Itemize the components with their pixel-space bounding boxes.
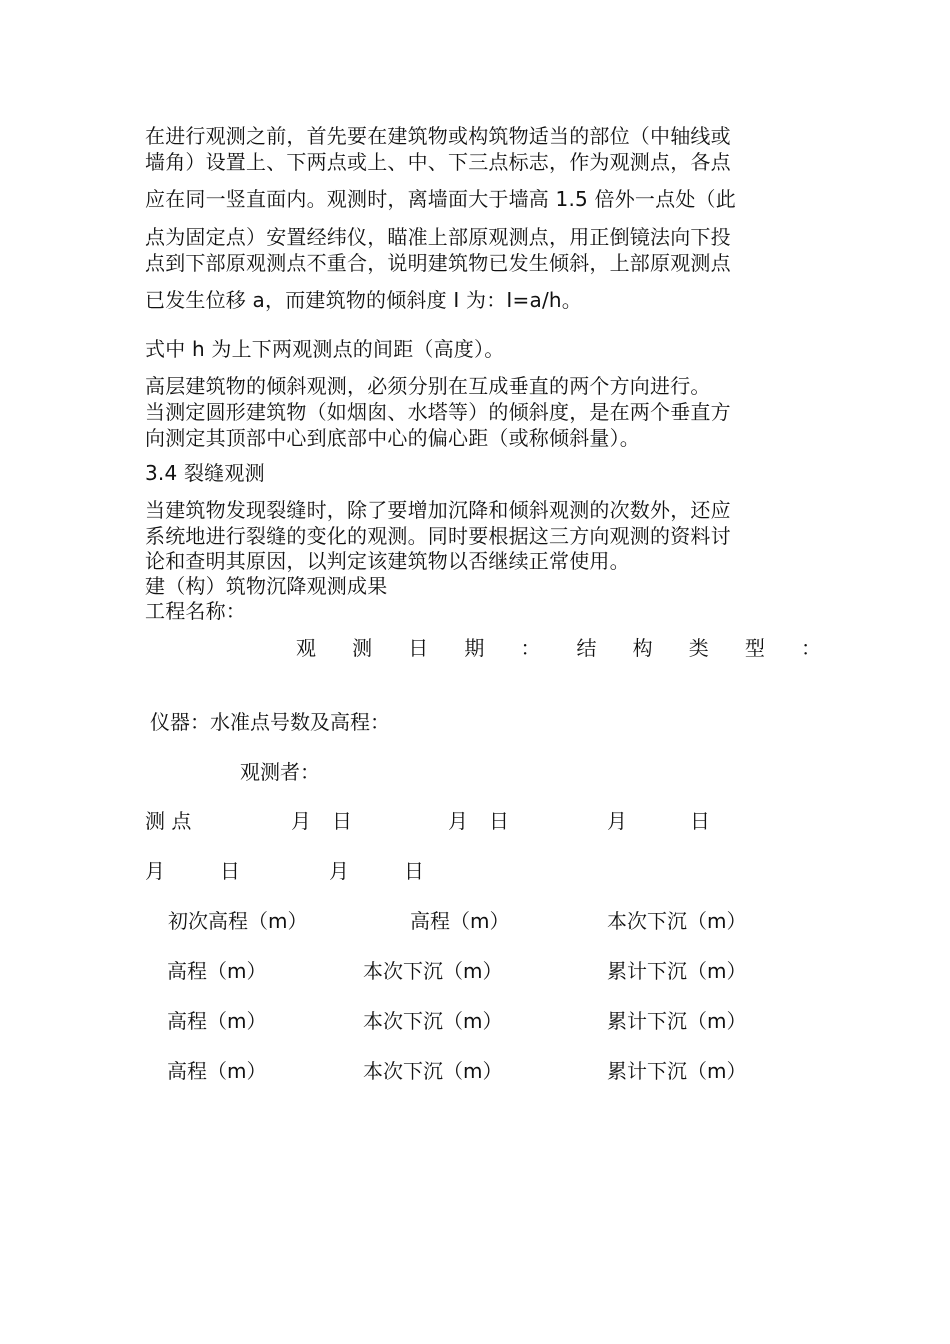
label-char: 期	[464, 636, 485, 660]
paragraph-line: 当测定圆形建筑物（如烟囱、水塔等）的倾斜度，是在两个垂直方	[145, 400, 731, 424]
paragraph-line: 向测定其顶部中心到底部中心的偏心距（或称倾斜量）。	[145, 426, 640, 450]
point-header: 测 点	[145, 809, 192, 833]
month-header: 月	[607, 809, 627, 833]
paragraph-line: 点为固定点）安置经纬仪，瞄准上部原观测点，用正倒镜法向下投	[145, 225, 731, 249]
label-char: 结	[576, 636, 597, 660]
observer-label: 观测者：	[240, 760, 320, 784]
date-structure-label-row	[296, 635, 821, 661]
total-settlement-header: 累计下沉（m）	[607, 1059, 747, 1083]
label-char: 测	[352, 636, 373, 660]
paragraph-line: 式中 h 为上下两观测点的间距（高度）。	[145, 337, 505, 361]
table-title: 建（构）筑物沉降观测成果	[145, 574, 388, 598]
month-header: 月	[145, 859, 165, 883]
elevation-header: 高程（m）	[167, 1009, 267, 1033]
month-header: 月	[329, 859, 349, 883]
project-name-label: 工程名称：	[145, 599, 246, 623]
paragraph-line: 点到下部原观测点不重合，说明建筑物已发生倾斜，上部原观测点	[145, 251, 731, 275]
this-settlement-header: 本次下沉（m）	[363, 959, 503, 983]
this-settlement-header: 本次下沉（m）	[363, 1009, 503, 1033]
paragraph-line: 当建筑物发现裂缝时，除了要增加沉降和倾斜观测的次数外，还应	[145, 498, 731, 522]
initial-elevation-header: 初次高程（m）	[168, 909, 308, 933]
elevation-header: 高程（m）	[410, 909, 510, 933]
day-header: 日	[220, 859, 240, 883]
formula-line: 已发生位移 a，而建筑物的倾斜度 I 为：I=a/h。	[145, 288, 582, 312]
total-settlement-header: 累计下沉（m）	[607, 959, 747, 983]
elevation-header: 高程（m）	[167, 1059, 267, 1083]
total-settlement-header: 累计下沉（m）	[607, 1009, 747, 1033]
elevation-header: 高程（m）	[167, 959, 267, 983]
label-char: ：	[800, 636, 821, 660]
label-char: 构	[632, 636, 653, 660]
day-header: 日	[489, 809, 509, 833]
paragraph-line: 高层建筑物的倾斜观测，必须分别在互成垂直的两个方向进行。	[145, 374, 711, 398]
paragraph-line: 应在同一竖直面内。观测时，离墙面大于墙高 1.5 倍外一点处（此	[145, 187, 736, 211]
day-header: 日	[690, 809, 710, 833]
label-char: 观	[296, 636, 316, 660]
label-char: 型	[744, 636, 765, 660]
day-header: 日	[332, 809, 352, 833]
paragraph-line: 在进行观测之前，首先要在建筑物或构筑物适当的部位（中轴线或	[145, 124, 731, 148]
label-char: 日	[408, 636, 429, 660]
paragraph-line: 论和查明其原因，以判定该建筑物以否继续正常使用。	[145, 549, 630, 573]
day-header: 日	[404, 859, 424, 883]
month-header: 月	[291, 809, 311, 833]
paragraph-line: 系统地进行裂缝的变化的观测。同时要根据这三方向观测的资料讨	[145, 524, 731, 548]
label-char: 类	[688, 636, 709, 660]
this-settlement-header: 本次下沉（m）	[607, 909, 747, 933]
paragraph-line: 墙角）设置上、下两点或上、中、下三点标志，作为观测点，各点	[145, 150, 731, 174]
instrument-label: 仪器：水准点号数及高程：	[150, 710, 390, 734]
this-settlement-header: 本次下沉（m）	[363, 1059, 503, 1083]
label-char: ：	[520, 636, 541, 660]
month-header: 月	[448, 809, 468, 833]
section-heading: 3.4 裂缝观测	[145, 461, 265, 485]
